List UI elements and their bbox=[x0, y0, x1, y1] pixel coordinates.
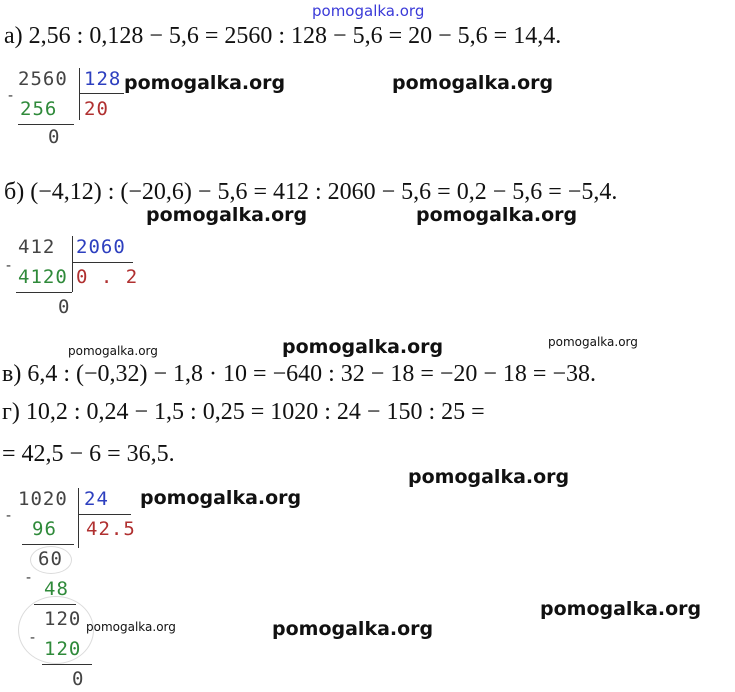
quotient: 20 bbox=[84, 98, 109, 120]
equation-a: а) 2,56 : 0,128 − 5,6 = 2560 : 128 − 5,6 = 20 − 5,6 = 14,4. bbox=[4, 23, 562, 49]
watermark: pomogalka.org bbox=[124, 72, 286, 94]
watermark: pomogalka.org bbox=[282, 336, 444, 358]
remainder-1: 60 bbox=[38, 548, 63, 570]
minus-sign: - bbox=[8, 88, 14, 104]
watermark: pomogalka.org bbox=[146, 204, 308, 226]
division-bar bbox=[78, 488, 79, 548]
watermark: pomogalka.org bbox=[272, 618, 434, 640]
dividend: 412 bbox=[18, 236, 56, 258]
subtrahend: 4120 bbox=[18, 266, 68, 288]
divisor: 2060 bbox=[76, 236, 126, 258]
subtraction-line bbox=[42, 664, 92, 665]
watermark: pomogalka.org bbox=[408, 466, 570, 488]
watermark: pomogalka.org bbox=[140, 487, 302, 509]
divisor-underline bbox=[79, 514, 131, 515]
equation-g-line2: = 42,5 − 6 = 36,5. bbox=[2, 441, 175, 467]
watermark-small: pomogalka.org bbox=[548, 335, 638, 349]
remainder: 0 bbox=[58, 296, 71, 318]
watermark-small: pomogalka.org bbox=[86, 620, 176, 634]
quotient: 0 . 2 bbox=[76, 266, 139, 288]
watermark-top: pomogalka.org bbox=[312, 2, 425, 20]
subtraction-line bbox=[18, 124, 74, 125]
subtraction-line bbox=[22, 544, 74, 545]
quotient: 42.5 bbox=[86, 518, 136, 540]
watermark-small: pomogalka.org bbox=[68, 344, 158, 358]
subtrahend-3: 120 bbox=[44, 638, 82, 660]
subtrahend-1: 96 bbox=[32, 518, 57, 540]
watermark: pomogalka.org bbox=[540, 598, 702, 620]
divisor-underline bbox=[73, 262, 133, 263]
remainder-2: 120 bbox=[44, 608, 82, 630]
subtrahend: 256 bbox=[20, 98, 58, 120]
minus-sign: - bbox=[6, 258, 12, 274]
minus-sign: - bbox=[30, 630, 36, 646]
subtrahend-2: 48 bbox=[44, 578, 69, 600]
remainder: 0 bbox=[72, 668, 85, 690]
watermark: pomogalka.org bbox=[416, 204, 578, 226]
equation-v: в) 6,4 : (−0,32) − 1,8 · 10 = −640 : 32 − 18 = −20 − 18 = −38. bbox=[2, 361, 596, 387]
equation-b: б) (−4,12) : (−20,6) − 5,6 = 412 : 2060 − 5,6 = 0,2 − 5,6 = −5,4. bbox=[4, 179, 618, 205]
minus-sign: - bbox=[6, 508, 12, 524]
remainder: 0 bbox=[48, 126, 61, 148]
dividend: 2560 bbox=[18, 68, 68, 90]
equation-g-line1: г) 10,2 : 0,24 − 1,5 : 0,25 = 1020 : 24 − 150 : 25 = bbox=[2, 399, 485, 425]
minus-sign: - bbox=[26, 570, 32, 586]
watermark: pomogalka.org bbox=[392, 72, 554, 94]
divisor: 128 bbox=[84, 68, 122, 90]
dividend: 1020 bbox=[18, 488, 68, 510]
division-bar bbox=[72, 236, 73, 292]
divisor: 24 bbox=[84, 488, 109, 510]
subtraction-line bbox=[16, 292, 72, 293]
divisor-underline bbox=[80, 93, 124, 94]
division-bar bbox=[79, 68, 80, 120]
